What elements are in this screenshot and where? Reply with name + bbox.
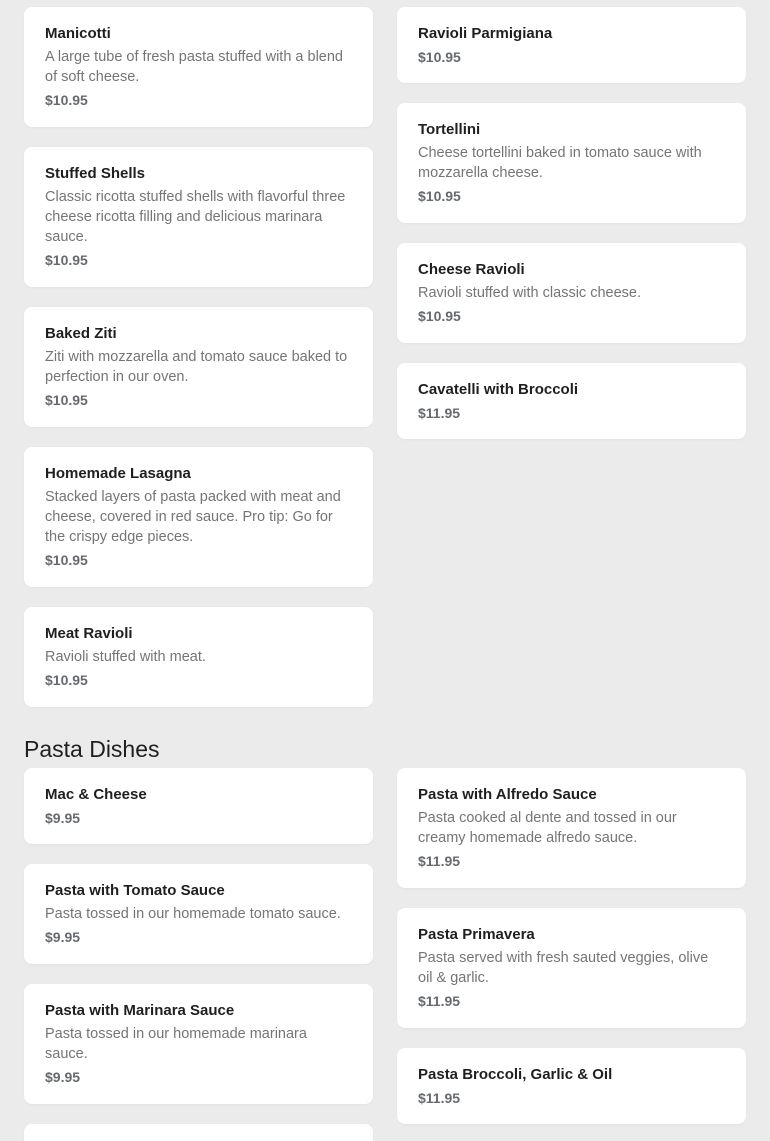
- item-description: Stacked layers of pasta packed with meat and cheese, covered in red sauce. Pro tip: Go for the crispy edge pieces.: [45, 489, 341, 545]
- item-description: Pasta cooked al dente and tossed in our creamy homemade alfredo sauce.: [418, 810, 677, 846]
- item-name: Baked Ziti: [45, 325, 117, 342]
- item-price: $11.95: [418, 993, 461, 1009]
- menu-item-card[interactable]: [24, 864, 373, 964]
- item-price: $9.95: [45, 929, 81, 945]
- menu-item-card[interactable]: [397, 363, 746, 439]
- item-name: Pasta with Marinara Sauce: [45, 1002, 235, 1019]
- item-description: A large tube of fresh pasta stuffed with a blend of soft cheese.: [45, 49, 343, 85]
- item-description: Cheese tortellini baked in tomato sauce with mozzarella cheese.: [418, 145, 702, 181]
- item-name: Meat Ravioli: [45, 625, 133, 642]
- item-name: Cheese Ravioli: [418, 261, 525, 278]
- menu-item-card[interactable]: [397, 768, 746, 888]
- item-name: Pasta Primavera: [418, 926, 535, 943]
- item-name: Cavatelli with Broccoli: [418, 381, 579, 398]
- item-name: Pasta with Alfredo Sauce: [418, 786, 597, 803]
- item-description: Ravioli stuffed with meat.: [45, 649, 206, 665]
- item-price: $10.95: [418, 49, 461, 65]
- item-name: Stuffed Shells: [45, 165, 146, 182]
- item-price: $11.95: [418, 1090, 461, 1106]
- menu-item-card[interactable]: [397, 103, 746, 223]
- item-price: $10.95: [45, 392, 88, 408]
- item-description: Ravioli stuffed with classic cheese.: [418, 285, 641, 301]
- item-name: Mac & Cheese: [45, 786, 147, 803]
- item-description: Pasta tossed in our homemade marinara sauce.: [45, 1026, 307, 1062]
- menu-item-card[interactable]: [24, 984, 373, 1104]
- section-title-pasta-dishes: Pasta Dishes: [24, 736, 160, 762]
- menu-item-card[interactable]: [397, 7, 746, 83]
- item-description: Classic ricotta stuffed shells with flavorful three cheese ricotta filling and delicious marinara sauce.: [45, 189, 346, 245]
- item-price: $10.95: [418, 188, 461, 204]
- item-price: $11.95: [418, 405, 461, 421]
- item-price: $10.95: [45, 672, 88, 688]
- menu-item-card[interactable]: [24, 607, 373, 707]
- item-name: Pasta Broccoli, Garlic & Oil: [418, 1066, 613, 1083]
- item-name: Manicotti: [45, 25, 111, 42]
- item-price: $10.95: [418, 308, 461, 324]
- item-description: Ziti with mozzarella and tomato sauce baked to perfection in our oven.: [45, 349, 348, 385]
- item-description: Pasta served with fresh sauted veggies, olive oil & garlic.: [418, 950, 709, 986]
- item-name: Homemade Lasagna: [45, 465, 191, 482]
- item-price: $11.95: [418, 853, 461, 869]
- item-name: Pasta with Tomato Sauce: [45, 882, 225, 899]
- menu-item-card[interactable]: [24, 147, 373, 287]
- menu-item-card[interactable]: [397, 1048, 746, 1124]
- menu-item-card[interactable]: [397, 243, 746, 343]
- item-price: $10.95: [45, 92, 88, 108]
- item-name: Tortellini: [418, 121, 481, 138]
- item-price: $10.95: [45, 552, 88, 568]
- item-price: $9.95: [45, 810, 81, 826]
- menu-item-card[interactable]: [24, 307, 373, 427]
- item-name: Ravioli Parmigiana: [418, 25, 553, 42]
- menu-item-card-partial[interactable]: [24, 1124, 373, 1141]
- menu-item-card[interactable]: [24, 768, 373, 844]
- menu-item-card[interactable]: [24, 447, 373, 587]
- menu-item-card[interactable]: [397, 908, 746, 1028]
- item-price: $9.95: [45, 1069, 81, 1085]
- item-description: Pasta tossed in our homemade tomato sauce.: [45, 906, 341, 922]
- item-price: $10.95: [45, 252, 88, 268]
- menu-item-card[interactable]: [24, 7, 373, 127]
